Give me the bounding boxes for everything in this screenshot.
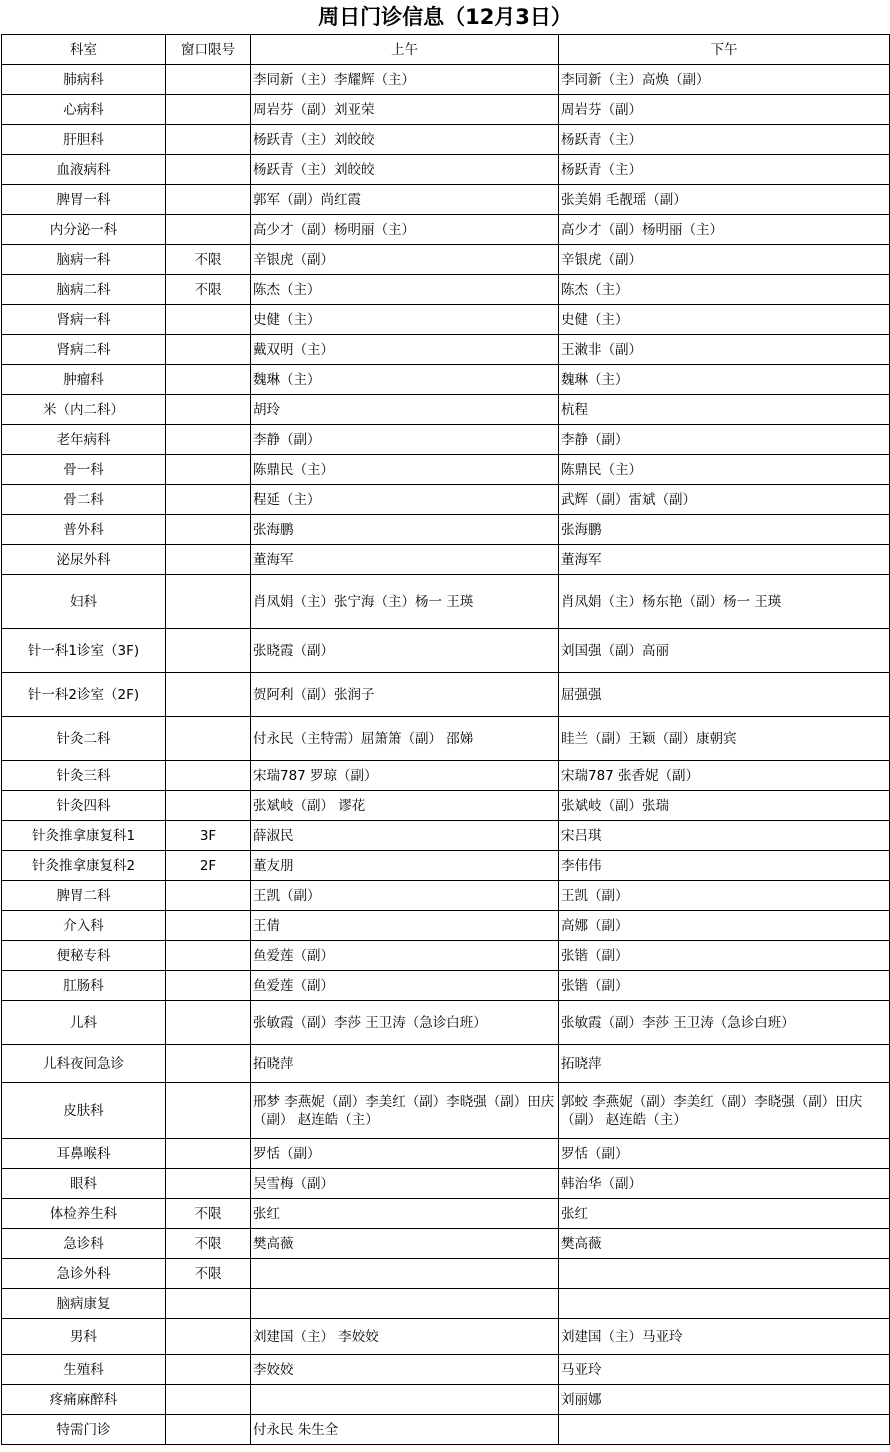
table-row: [2, 971, 890, 1001]
pm-cell: 周岩芬（副）: [559, 95, 890, 125]
dept-cell: 老年病科: [2, 425, 166, 455]
table-row: [2, 1001, 890, 1045]
pm-cell: 高娜（副）: [559, 911, 890, 941]
table-row: [2, 395, 890, 425]
table-row: [2, 545, 890, 575]
dept-cell: 脾胃二科: [2, 881, 166, 911]
dept-cell: 脑病二科: [2, 275, 166, 305]
am-cell: 史健（主）: [251, 305, 559, 335]
dept-cell: 疼痛麻醉科: [2, 1385, 166, 1415]
dept-cell: 急诊科: [2, 1229, 166, 1259]
dept-cell: 针灸二科: [2, 717, 166, 761]
window-cell: [166, 485, 251, 515]
dept-cell: 生殖科: [2, 1355, 166, 1385]
window-cell: [166, 1169, 251, 1199]
dept-cell: 针灸推拿康复科2: [2, 851, 166, 881]
header-dept: 科室: [2, 35, 166, 65]
window-cell: [166, 425, 251, 455]
am-cell: 董友朋: [251, 851, 559, 881]
table-row: [2, 155, 890, 185]
am-cell: 程延（主）: [251, 485, 559, 515]
pm-cell: 张锴（副）: [559, 971, 890, 1001]
window-cell: [166, 125, 251, 155]
am-cell: 王倩: [251, 911, 559, 941]
am-cell: 李静（副）: [251, 425, 559, 455]
pm-cell: 刘国强（副）高丽: [559, 629, 890, 673]
table-row: [2, 629, 890, 673]
am-cell: 周岩芬（副）刘亚荣: [251, 95, 559, 125]
dept-cell: 儿科夜间急诊: [2, 1045, 166, 1083]
table-row: [2, 791, 890, 821]
dept-cell: 血液病科: [2, 155, 166, 185]
table-row: [2, 365, 890, 395]
dept-cell: 耳鼻喉科: [2, 1139, 166, 1169]
pm-cell: 杨跃青（主）: [559, 125, 890, 155]
pm-cell: 张斌岐（副）张瑞: [559, 791, 890, 821]
dept-cell: 便秘专科: [2, 941, 166, 971]
dept-cell: 男科: [2, 1319, 166, 1355]
am-cell: 肖凤娟（主）张宁海（主）杨一 王瑛: [251, 575, 559, 629]
window-cell: [166, 455, 251, 485]
window-cell: 不限: [166, 1199, 251, 1229]
dept-cell: 特需门诊: [2, 1415, 166, 1445]
header-pm: 下午: [559, 35, 890, 65]
table-row: [2, 851, 890, 881]
dept-cell: 米（内二科）: [2, 395, 166, 425]
am-cell: 陈鼎民（主）: [251, 455, 559, 485]
window-cell: 3F: [166, 821, 251, 851]
window-cell: [166, 1415, 251, 1445]
pm-cell: [559, 1415, 890, 1445]
table-row: [2, 941, 890, 971]
dept-cell: 肾病一科: [2, 305, 166, 335]
pm-cell: 宋吕琪: [559, 821, 890, 851]
window-cell: [166, 1319, 251, 1355]
window-cell: 不限: [166, 1229, 251, 1259]
table-row: [2, 215, 890, 245]
pm-cell: 刘建国（主）马亚玲: [559, 1319, 890, 1355]
window-cell: [166, 215, 251, 245]
dept-cell: 肿瘤科: [2, 365, 166, 395]
am-cell: 薛淑民: [251, 821, 559, 851]
table-row: [2, 673, 890, 717]
am-cell: 罗恬（副）: [251, 1139, 559, 1169]
table-row: [2, 761, 890, 791]
dept-cell: 针一科2诊室（2F): [2, 673, 166, 717]
am-cell: 鱼爱莲（副）: [251, 941, 559, 971]
table-header-row: [2, 35, 890, 65]
page-title: 周日门诊信息（12月3日）: [318, 5, 572, 29]
window-cell: [166, 1045, 251, 1083]
am-cell: 高少才（副）杨明丽（主）: [251, 215, 559, 245]
table-row: [2, 305, 890, 335]
am-cell: 杨跃青（主）刘皎皎: [251, 155, 559, 185]
pm-cell: 杭程: [559, 395, 890, 425]
dept-cell: 介入科: [2, 911, 166, 941]
table-row: [2, 335, 890, 365]
dept-cell: 眼科: [2, 1169, 166, 1199]
am-cell: 付永民 朱生全: [251, 1415, 559, 1445]
dept-cell: 脑病一科: [2, 245, 166, 275]
am-cell: 李同新（主）李耀辉（主）: [251, 65, 559, 95]
am-cell: 张海鹏: [251, 515, 559, 545]
am-cell: 邢梦 李燕妮（副）李美红（副）李晓强（副）田庆（副） 赵连皓（主）: [251, 1083, 559, 1139]
dept-cell: 针灸四科: [2, 791, 166, 821]
pm-cell: 高少才（副）杨明丽（主）: [559, 215, 890, 245]
am-cell: 鱼爱莲（副）: [251, 971, 559, 1001]
table-row: [2, 125, 890, 155]
am-cell: [251, 1259, 559, 1289]
pm-cell: 韩治华（副）: [559, 1169, 890, 1199]
window-cell: [166, 629, 251, 673]
pm-cell: 罗恬（副）: [559, 1139, 890, 1169]
table-row: [2, 821, 890, 851]
am-cell: 张晓霞（副）: [251, 629, 559, 673]
table-row: [2, 95, 890, 125]
window-cell: 不限: [166, 1259, 251, 1289]
dept-cell: 肺病科: [2, 65, 166, 95]
dept-cell: 骨一科: [2, 455, 166, 485]
pm-cell: 宋瑞787 张香妮（副）: [559, 761, 890, 791]
header-am: 上午: [251, 35, 559, 65]
window-cell: [166, 971, 251, 1001]
am-cell: 胡玲: [251, 395, 559, 425]
am-cell: 辛银虎（副）: [251, 245, 559, 275]
window-cell: [166, 941, 251, 971]
dept-cell: 针一科1诊室（3F): [2, 629, 166, 673]
table-row: [2, 1355, 890, 1385]
table-row: [2, 1045, 890, 1083]
am-cell: 宋瑞787 罗琼（副）: [251, 761, 559, 791]
table-row: [2, 425, 890, 455]
pm-cell: 张美娟 毛靓瑶（副）: [559, 185, 890, 215]
am-cell: 张斌岐（副） 谬花: [251, 791, 559, 821]
am-cell: 魏琳（主）: [251, 365, 559, 395]
pm-cell: 陈鼎民（主）: [559, 455, 890, 485]
dept-cell: 体检养生科: [2, 1199, 166, 1229]
table-row: [2, 1083, 890, 1139]
am-cell: 戴双明（主）: [251, 335, 559, 365]
window-cell: [166, 673, 251, 717]
pm-cell: 肖凤娟（主）杨东艳（副）杨一 王瑛: [559, 575, 890, 629]
am-cell: 付永民（主特需）屈箫箫（副） 邵娣: [251, 717, 559, 761]
pm-cell: 陈杰（主）: [559, 275, 890, 305]
pm-cell: 屈强强: [559, 673, 890, 717]
pm-cell: 王凯（副）: [559, 881, 890, 911]
schedule-table: [1, 34, 890, 1445]
dept-cell: 针灸三科: [2, 761, 166, 791]
dept-cell: 心病科: [2, 95, 166, 125]
window-cell: [166, 1289, 251, 1319]
window-cell: [166, 1385, 251, 1415]
pm-cell: 董海军: [559, 545, 890, 575]
table-row: [2, 575, 890, 629]
window-cell: [166, 1139, 251, 1169]
table-row: [2, 1169, 890, 1199]
pm-cell: 张锴（副）: [559, 941, 890, 971]
table-row: [2, 717, 890, 761]
pm-cell: 张红: [559, 1199, 890, 1229]
window-cell: [166, 515, 251, 545]
window-cell: [166, 65, 251, 95]
dept-cell: 皮肤科: [2, 1083, 166, 1139]
dept-cell: 脑病康复: [2, 1289, 166, 1319]
table-row: [2, 881, 890, 911]
window-cell: [166, 1355, 251, 1385]
window-cell: [166, 1001, 251, 1045]
am-cell: 樊高薇: [251, 1229, 559, 1259]
table-row: [2, 485, 890, 515]
am-cell: 郭军（副）尚红霞: [251, 185, 559, 215]
dept-cell: 妇科: [2, 575, 166, 629]
pm-cell: 杨跃青（主）: [559, 155, 890, 185]
window-cell: 不限: [166, 245, 251, 275]
table-row: [2, 1385, 890, 1415]
window-cell: [166, 791, 251, 821]
am-cell: 贺阿利（副）张润子: [251, 673, 559, 717]
pm-cell: 拓晓萍: [559, 1045, 890, 1083]
am-cell: 吴雪梅（副）: [251, 1169, 559, 1199]
window-cell: [166, 717, 251, 761]
am-cell: 刘建国（主） 李姣姣: [251, 1319, 559, 1355]
table-row: [2, 1259, 890, 1289]
am-cell: 拓晓萍: [251, 1045, 559, 1083]
pm-cell: 辛银虎（副）: [559, 245, 890, 275]
pm-cell: 武辉（副）雷斌（副）: [559, 485, 890, 515]
dept-cell: 泌尿外科: [2, 545, 166, 575]
am-cell: [251, 1385, 559, 1415]
pm-cell: 李静（副）: [559, 425, 890, 455]
table-row: [2, 185, 890, 215]
pm-cell: 史健（主）: [559, 305, 890, 335]
pm-cell: 张敏霞（副）李莎 王卫涛（急诊白班）: [559, 1001, 890, 1045]
pm-cell: 郭蛟 李燕妮（副）李美红（副）李晓强（副）田庆（副） 赵连皓（主）: [559, 1083, 890, 1139]
dept-cell: 肛肠科: [2, 971, 166, 1001]
window-cell: [166, 575, 251, 629]
window-cell: 不限: [166, 275, 251, 305]
pm-cell: [559, 1289, 890, 1319]
pm-cell: 李同新（主）高焕（副）: [559, 65, 890, 95]
window-cell: [166, 365, 251, 395]
window-cell: [166, 1083, 251, 1139]
dept-cell: 肾病二科: [2, 335, 166, 365]
table-row: [2, 65, 890, 95]
pm-cell: 王潄非（副）: [559, 335, 890, 365]
dept-cell: 儿科: [2, 1001, 166, 1045]
window-cell: [166, 545, 251, 575]
am-cell: 董海军: [251, 545, 559, 575]
dept-cell: 普外科: [2, 515, 166, 545]
window-cell: [166, 305, 251, 335]
pm-cell: 李伟伟: [559, 851, 890, 881]
am-cell: 张敏霞（副）李莎 王卫涛（急诊白班）: [251, 1001, 559, 1045]
window-cell: [166, 911, 251, 941]
table-row: [2, 515, 890, 545]
am-cell: 张红: [251, 1199, 559, 1229]
table-row: [2, 275, 890, 305]
window-cell: 2F: [166, 851, 251, 881]
dept-cell: 针灸推拿康复科1: [2, 821, 166, 851]
table-row: [2, 911, 890, 941]
dept-cell: 急诊外科: [2, 1259, 166, 1289]
window-cell: [166, 335, 251, 365]
window-cell: [166, 761, 251, 791]
table-row: [2, 1319, 890, 1355]
table-row: [2, 245, 890, 275]
window-cell: [166, 395, 251, 425]
pm-cell: 眭兰（副）王颖（副）康朝宾: [559, 717, 890, 761]
table-row: [2, 1229, 890, 1259]
pm-cell: 樊高薇: [559, 1229, 890, 1259]
dept-cell: 内分泌一科: [2, 215, 166, 245]
table-row: [2, 455, 890, 485]
am-cell: 王凯（副）: [251, 881, 559, 911]
window-cell: [166, 155, 251, 185]
table-row: [2, 1139, 890, 1169]
table-row: [2, 1415, 890, 1445]
table-row: [2, 1289, 890, 1319]
am-cell: 陈杰（主）: [251, 275, 559, 305]
dept-cell: 骨二科: [2, 485, 166, 515]
am-cell: [251, 1289, 559, 1319]
pm-cell: 刘丽娜: [559, 1385, 890, 1415]
pm-cell: [559, 1259, 890, 1289]
am-cell: 杨跃青（主）刘皎皎: [251, 125, 559, 155]
window-cell: [166, 881, 251, 911]
table-row: [2, 1199, 890, 1229]
dept-cell: 肝胆科: [2, 125, 166, 155]
pm-cell: 马亚玲: [559, 1355, 890, 1385]
pm-cell: 魏琳（主）: [559, 365, 890, 395]
am-cell: 李姣姣: [251, 1355, 559, 1385]
pm-cell: 张海鹏: [559, 515, 890, 545]
window-cell: [166, 95, 251, 125]
dept-cell: 脾胃一科: [2, 185, 166, 215]
window-cell: [166, 185, 251, 215]
header-window: 窗口限号: [166, 35, 251, 65]
